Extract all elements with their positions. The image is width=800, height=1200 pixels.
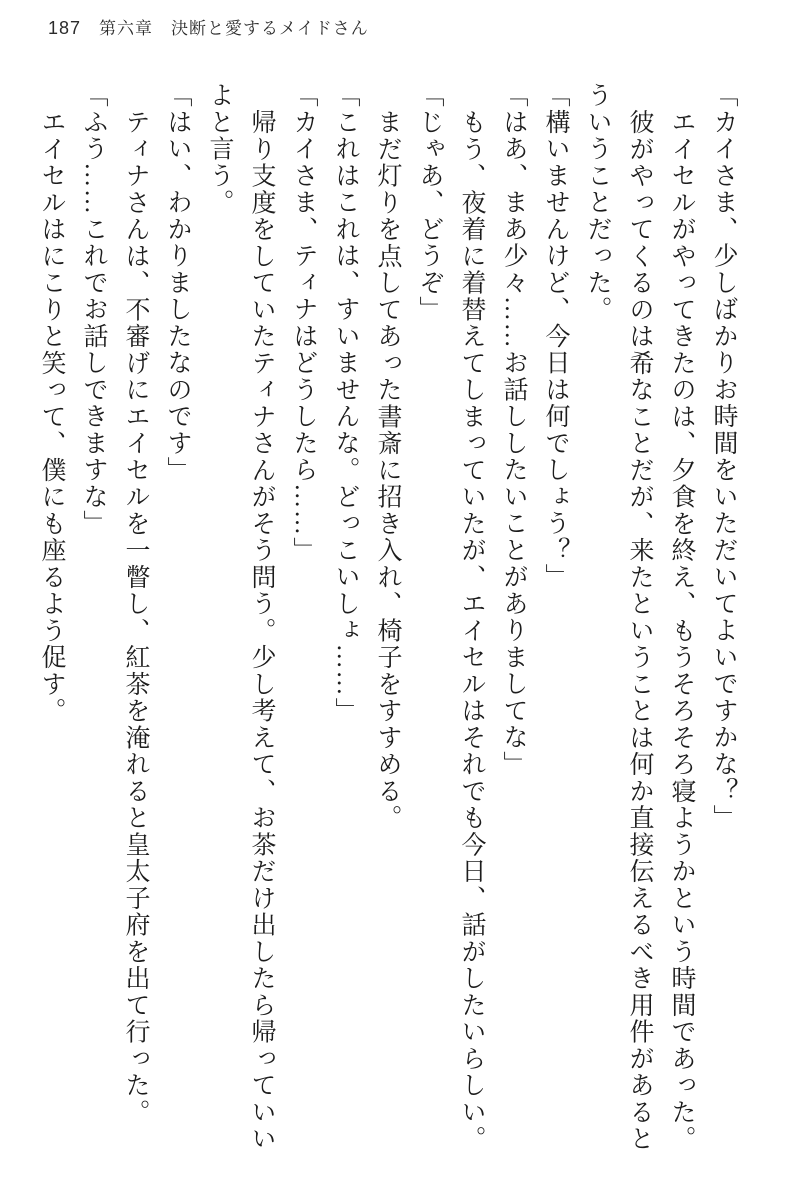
running-head [48,14,369,39]
text-column: エイセルがやってきたのは、夕食を終え、もうそろそろ寝ようかという時間であった。 [668,109,695,1153]
text-column: ういうことだった。 [584,82,611,323]
page-number: 187 [48,18,82,38]
text-column: ティナさんは、不審げにエイセルを一瞥し、紅茶を淹れると皇太子府を出て行った。 [122,109,149,1126]
text-column: 「はあ、まあ少々……お話ししたいことがありましてな」 [500,82,527,778]
text-column: 彼がやってくるのは希なことだが、来たということは何か直接伝えるべき用件があると [626,109,653,1153]
vertical-text-block [30,82,744,1160]
text-column: 「じゃあ、どうぞ」 [416,82,443,323]
text-column: 「カイさま、少しばかりお時間をいただいてよいですかな？」 [710,82,737,831]
text-column: よと言う。 [206,82,233,216]
text-column: エイセルはにこりと笑って、僕にも座るよう促す。 [38,109,65,725]
text-column: 「これはこれは、すいませんな。どっこいしょ……」 [332,82,359,724]
text-column: 「構いませんけど、今日は何でしょう？」 [542,82,569,591]
text-column: もう、夜着に着替えてしまっていたが、エイセルはそれでも今日、話がしたいらしい。 [458,109,485,1153]
text-column: まだ灯りを点してあった書斎に招き入れ、椅子をすすめる。 [374,109,401,832]
text-column: 帰り支度をしていたティナさんがそう問う。少し考えて、お茶だけ出したら帰っていい [248,109,275,1153]
chapter-title: 第六章 決断と愛するメイドさん [99,19,369,38]
text-column: 「ふう……これでお話しできますな」 [80,82,107,537]
text-column: 「カイさま、ティナはどうしたら……」 [290,82,317,564]
text-column: 「はい、わかりましたなのです」 [164,82,191,484]
